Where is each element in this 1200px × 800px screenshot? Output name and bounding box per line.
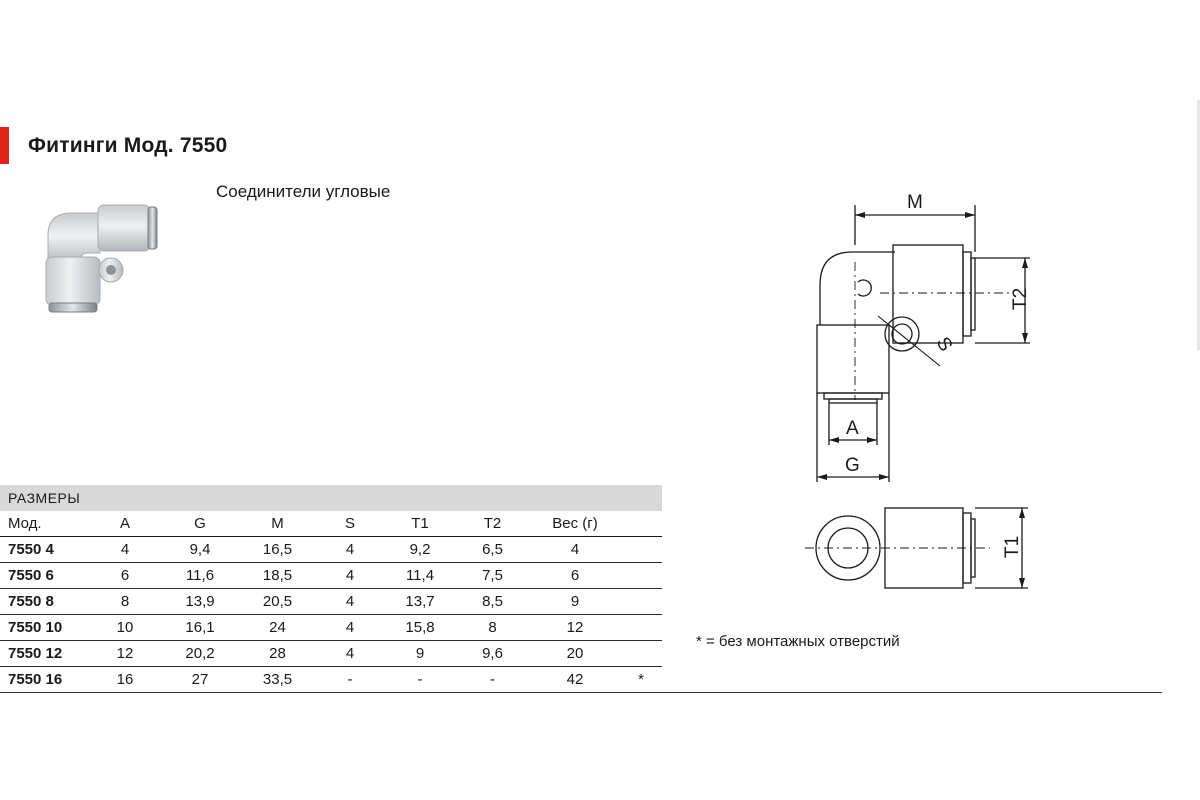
cell-m: 33,5 bbox=[262, 671, 293, 688]
cell-t1: - bbox=[417, 671, 423, 688]
col-header-m: M bbox=[240, 511, 315, 537]
cell-note bbox=[620, 537, 662, 563]
page-title: Фитинги Мод. 7550 bbox=[28, 134, 228, 157]
cell-t2: 9,6 bbox=[455, 641, 530, 667]
cell-note bbox=[620, 589, 662, 615]
cell-note bbox=[620, 641, 662, 667]
cell-m: 20,5 bbox=[240, 589, 315, 615]
cell-model: 7550 10 bbox=[0, 615, 90, 641]
cell-g: 16,1 bbox=[160, 615, 240, 641]
label-t2: T2 bbox=[1010, 287, 1031, 310]
cell-weight: 42 bbox=[566, 671, 584, 688]
title-accent-bar bbox=[0, 127, 9, 164]
section-header: РАЗМЕРЫ bbox=[0, 485, 662, 511]
col-header-note bbox=[620, 511, 662, 537]
cell-g: 20,2 bbox=[160, 641, 240, 667]
cell-model: 7550 16 bbox=[8, 671, 63, 688]
label-g: G bbox=[845, 455, 860, 476]
col-header-model: Мод. bbox=[0, 511, 90, 537]
cell-a: 12 bbox=[90, 641, 160, 667]
label-m: M bbox=[907, 192, 923, 213]
table-row bbox=[0, 589, 662, 615]
technical-drawing bbox=[790, 185, 1060, 595]
cell-weight: 20 bbox=[530, 641, 620, 667]
cell-t1: 9 bbox=[385, 641, 455, 667]
cell-m: 28 bbox=[240, 641, 315, 667]
cell-weight: 9 bbox=[530, 589, 620, 615]
cell-model: 7550 8 bbox=[0, 589, 90, 615]
cell-m: 18,5 bbox=[240, 563, 315, 589]
col-header-t2: T2 bbox=[455, 511, 530, 537]
col-header-a: A bbox=[90, 511, 160, 537]
label-a: A bbox=[846, 418, 859, 439]
label-s: S bbox=[931, 333, 957, 356]
cell-s: 4 bbox=[315, 615, 385, 641]
cell-note: * bbox=[638, 671, 644, 688]
col-header-s: S bbox=[315, 511, 385, 537]
col-header-g: G bbox=[160, 511, 240, 537]
cell-t2: 7,5 bbox=[455, 563, 530, 589]
cell-model: 7550 4 bbox=[0, 537, 90, 563]
cell-model: 7550 6 bbox=[0, 563, 90, 589]
cell-weight: 12 bbox=[530, 615, 620, 641]
table-row bbox=[0, 667, 662, 693]
cell-t2: 8 bbox=[455, 615, 530, 641]
footnote: * = без монтажных отверстий bbox=[696, 633, 900, 650]
cell-a: 4 bbox=[90, 537, 160, 563]
cell-s: 4 bbox=[315, 537, 385, 563]
table-row bbox=[0, 563, 662, 589]
table-row bbox=[0, 641, 662, 667]
cell-s: 4 bbox=[315, 641, 385, 667]
table-row bbox=[0, 537, 662, 563]
cell-a: 8 bbox=[90, 589, 160, 615]
cell-t1: 13,7 bbox=[385, 589, 455, 615]
cell-g: 11,6 bbox=[160, 563, 240, 589]
cell-t1: 11,4 bbox=[385, 563, 455, 589]
table-header-row bbox=[0, 511, 662, 537]
cell-s: 4 bbox=[315, 589, 385, 615]
page-subtitle: Соединители угловые bbox=[216, 182, 391, 201]
cell-g: 9,4 bbox=[160, 537, 240, 563]
cell-a: 16 bbox=[116, 671, 134, 688]
cell-t1: 9,2 bbox=[385, 537, 455, 563]
cell-t1: 15,8 bbox=[385, 615, 455, 641]
cell-t2: 8,5 bbox=[455, 589, 530, 615]
cell-weight: 4 bbox=[530, 537, 620, 563]
fitting-photo bbox=[40, 195, 175, 325]
cell-m: 24 bbox=[240, 615, 315, 641]
cell-g: 27 bbox=[191, 671, 209, 688]
col-header-t1: T1 bbox=[385, 511, 455, 537]
cell-model: 7550 12 bbox=[0, 641, 90, 667]
cell-note bbox=[620, 615, 662, 641]
col-header-weight: Вес (г) bbox=[530, 511, 620, 537]
cell-note bbox=[620, 563, 662, 589]
table-row bbox=[0, 615, 662, 641]
dimensions-table bbox=[0, 485, 662, 692]
cell-weight: 6 bbox=[530, 563, 620, 589]
cell-a: 10 bbox=[90, 615, 160, 641]
cell-t2: - bbox=[490, 671, 495, 688]
cell-t2: 6,5 bbox=[455, 537, 530, 563]
cell-m: 16,5 bbox=[240, 537, 315, 563]
cell-s: - bbox=[347, 671, 353, 688]
label-t1: T1 bbox=[1002, 535, 1023, 558]
bottom-divider bbox=[0, 692, 1162, 693]
cell-s: 4 bbox=[315, 563, 385, 589]
cell-a: 6 bbox=[90, 563, 160, 589]
cell-g: 13,9 bbox=[160, 589, 240, 615]
